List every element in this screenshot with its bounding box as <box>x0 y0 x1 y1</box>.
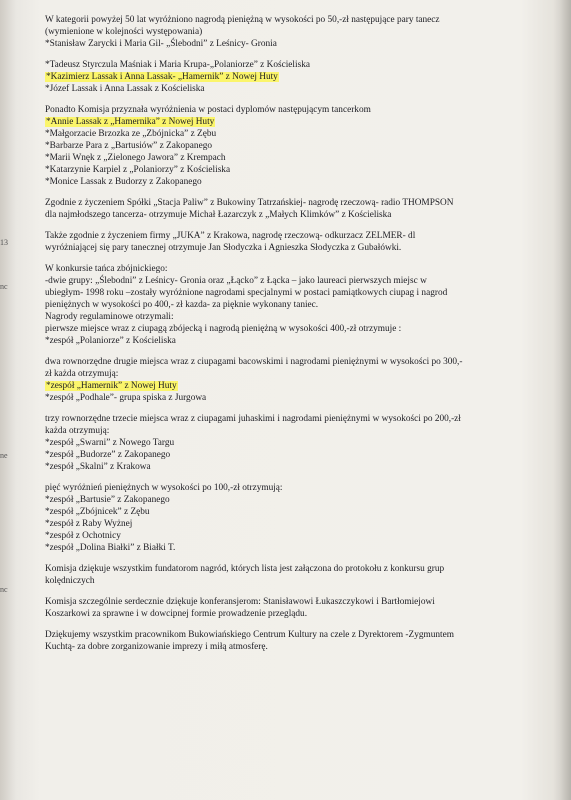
line-text: (wymienione w kolejności występowania) <box>45 27 203 37</box>
line-text: *zespół „Zbójnicek” z Zębu <box>45 507 150 517</box>
highlighted-text: *Kazimierz Lassak i Anna Lassak- „Hamernik” z Nowej Huty <box>46 72 278 82</box>
margin-mark: 13 <box>0 238 8 247</box>
text-line <box>45 83 557 95</box>
line-text: *Małgorzacie Brzozka ze „Zbójnicka” z Zębu <box>45 129 217 139</box>
text-line <box>45 71 557 83</box>
text-line <box>45 38 557 50</box>
line-text: *zespół „Podhale”- grupa spiska z Jurgowa <box>45 393 207 403</box>
margin-mark: ne <box>0 451 8 460</box>
line-text: kolędniczych <box>45 576 95 586</box>
line-text: dla najmłodszego tancerza- otrzymuje Michał Łazarczyk z „Małych Klimków” z Kościeliska <box>45 210 392 220</box>
line-text: każda otrzymują: <box>45 426 110 436</box>
text-line <box>45 380 557 392</box>
document-text <box>45 14 557 653</box>
text-line <box>45 563 557 575</box>
text-line <box>45 263 557 275</box>
line-text: *Józef Lassak i Anna Lassak z Kościeliska <box>45 84 205 94</box>
margin-mark: nc <box>0 585 8 594</box>
text-line <box>45 230 557 242</box>
line-text: zł każda otrzymują: <box>45 369 119 379</box>
text-line <box>45 368 557 380</box>
line-text: *zespół z Raby Wyżnej <box>45 519 133 529</box>
line-text: trzy rownorzędne trzecie miejsca wraz z ciupagami juhaskimi i nagrodami pieniężnymi w wysokości po 200,-zł <box>45 414 461 424</box>
text-line <box>45 104 557 116</box>
line-text: *Marii Wnęk z „Zielonego Jawora” z Krempach <box>45 153 226 163</box>
line-text: Ponadto Komisja przyznała wyróżnienia w postaci dyplomów następującym tancerkom <box>45 105 371 115</box>
line-text: Komisja szczególnie serdecznie dziękuje konferansjerom: Stanisławowi Łukaszczykowi i Bartłomiejowi <box>45 597 435 607</box>
text-line <box>45 425 557 437</box>
text-line <box>45 26 557 38</box>
line-text: *Stanisław Zarycki i Maria Gil- „Ślebodni” z Leśnicy- Gronia <box>45 39 277 49</box>
text-line <box>45 14 557 26</box>
line-text: *Barbarze Para z „Bartusiów” z Zakopanego <box>45 141 213 151</box>
text-line <box>45 518 557 530</box>
line-text: ubiegłym- 1998 roku –zostały wyróżnione nagrodami specjalnymi w postaci pamiątkowych ciupag i nagrod <box>45 288 448 298</box>
text-line <box>45 242 557 254</box>
text-line <box>45 59 557 71</box>
text-line <box>45 164 557 176</box>
text-line <box>45 209 557 221</box>
line-text: Zgodnie z życzeniem Spółki „Stacja Paliw” z Bukowiny Tatrzańskiej- nagrodę rzeczową- radio THOMPSON <box>45 198 454 208</box>
line-text: Także zgodnie z życzeniem firmy „JUKA” z Krakowa, nagrodę rzeczową- odkurzacz ZELMER- dl <box>45 231 416 241</box>
text-line <box>45 506 557 518</box>
line-text: Komisja dziękuje wszystkim fundatorom nagród, których lista jest załączona do protokołu z konkursu grup <box>45 564 445 574</box>
text-line <box>45 323 557 335</box>
text-line <box>45 356 557 368</box>
text-line <box>45 542 557 554</box>
text-line <box>45 629 557 641</box>
text-line <box>45 641 557 653</box>
line-text: *Monice Lassak z Budorzy z Zakopanego <box>45 177 202 187</box>
line-text: Dziękujemy wszystkim pracownikom Bukowiańskiego Centrum Kultury na czele z Dyrektorem -Zygmuntem <box>45 630 454 640</box>
text-line <box>45 608 557 620</box>
line-text: *Tadeusz Styrczula Maśniak i Maria Krupa-„Polaniorze” z Kościeliska <box>45 60 310 70</box>
line-text: *zespół „Skalni” z Krakowa <box>45 462 151 472</box>
text-line <box>45 530 557 542</box>
line-text: *zespół „Swarni” z Nowego Targu <box>45 438 175 448</box>
text-line <box>45 482 557 494</box>
line-text: *zespół z Ochotnicy <box>45 531 121 541</box>
line-text: *zespół „Dolina Białki” z Białki T. <box>45 543 176 553</box>
margin-mark: nc <box>0 282 8 291</box>
line-text: *zespół „Bartusie” z Zakopanego <box>45 495 170 505</box>
text-line <box>45 449 557 461</box>
text-line <box>45 461 557 473</box>
text-line <box>45 287 557 299</box>
text-line <box>45 494 557 506</box>
text-line <box>45 575 557 587</box>
line-text: *Katarzynie Karpiel z „Polaniorzy” z Kościeliska <box>45 165 231 175</box>
line-text: Kuchtą- za dobre zorganizowanie imprezy i miłą atmosferę. <box>45 642 268 652</box>
text-line <box>45 128 557 140</box>
line-text: dwa rownorzędne drugie miejsca wraz z ciupagami bacowskimi i nagrodami pieniężnymi w wysokości po 300,- <box>45 357 463 367</box>
text-line <box>45 392 557 404</box>
line-text: pieniężnych w wysokości po 400,- zł kazda- za pięknie wykonany taniec. <box>45 300 319 310</box>
line-text: *zespół „Budorze” z Zakopanego <box>45 450 171 460</box>
text-line <box>45 275 557 287</box>
text-line <box>45 116 557 128</box>
text-line <box>45 197 557 209</box>
line-text: W konkursie tańca zbójnickiego: <box>45 264 168 274</box>
line-text: Nagrody regulaminowe otrzymali: <box>45 312 174 322</box>
text-line <box>45 413 557 425</box>
text-line <box>45 437 557 449</box>
text-line <box>45 140 557 152</box>
line-text: Koszarkowi za sprawne i w dowcipnej formie prowadzenie przeglądu. <box>45 609 308 619</box>
text-line <box>45 335 557 347</box>
text-line <box>45 596 557 608</box>
line-text: W kategorii powyżej 50 lat wyróżniono nagrodą pieniężną w wysokości po 50,-zł następujące pary tanecz <box>45 15 440 25</box>
line-text: wyróżniającej się pary tanecznej otrzymuje Jan Słodyczka i Agnieszka Słodyczka z Gubałówki. <box>45 243 402 253</box>
text-line <box>45 311 557 323</box>
highlighted-text: *Annie Lassak z „Hamernika” z Nowej Huty <box>46 117 215 127</box>
line-text: pierwsze miejsce wraz z ciupagą zbójecką i nagrodą pieniężną w wysokości 400,-zł otrzymuje : <box>45 324 402 334</box>
text-line <box>45 176 557 188</box>
line-text: *zespół „Polaniorze” z Kościeliska <box>45 336 176 346</box>
line-text: pięć wyróżnień pieniężnych w wysokości po 100,-zł otrzymują: <box>45 483 283 493</box>
line-text: -dwie grupy: „Ślebodni” z Leśnicy- Gronia oraz „Łącko” z Łącka – jako laureaci pierwszych miejsc w <box>45 276 427 286</box>
text-line <box>45 152 557 164</box>
text-line <box>45 299 557 311</box>
highlighted-text: *zespół „Hamernik” z Nowej Huty <box>46 381 177 391</box>
